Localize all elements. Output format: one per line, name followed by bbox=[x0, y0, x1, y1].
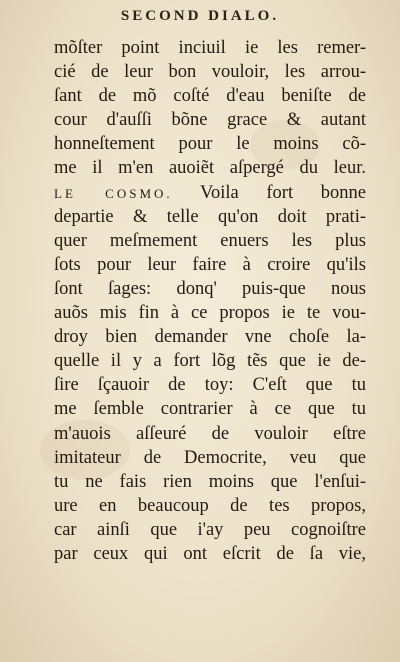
text-line: me ſemble contrarier à ce que tu bbox=[54, 399, 366, 420]
text-line: departie & telle qu'on doit prati- bbox=[54, 206, 366, 227]
text-line: honneſtement pour le moins cõ- bbox=[54, 134, 366, 155]
text-block bbox=[54, 36, 366, 566]
speaker-name: LE COSMO. bbox=[54, 185, 173, 201]
text-line: car ainſi que i'ay peu cognoiſtre bbox=[54, 519, 366, 540]
running-head: SECOND DIALO. bbox=[120, 8, 280, 24]
text-line: LE COSMO. Voila fort bonne bbox=[54, 182, 366, 203]
text-line: quelle il y a fort lõg tẽs que ie de- bbox=[54, 351, 366, 372]
text-line: ure en beaucoup de tes propos, bbox=[54, 495, 366, 516]
text-line: cour d'auſſi bõne grace & autant bbox=[54, 110, 366, 131]
text-line: par ceux qui ont eſcrit de ſa vie, bbox=[54, 543, 366, 564]
text-line: quer meſmement enuers les plus bbox=[54, 230, 366, 251]
text-line: ſots pour leur faire à croire qu'ils bbox=[54, 254, 366, 275]
text-line: me il m'en auoiẽt aſpergé du leur. bbox=[54, 158, 366, 179]
text-line: droy bien demander vne choſe la- bbox=[54, 327, 366, 348]
text-line: mõſter point inciuil ie les remer- bbox=[54, 38, 366, 58]
text-line: m'auois aſſeuré de vouloir eſtre bbox=[54, 423, 366, 444]
text-line: imitateur de Democrite, veu que bbox=[54, 447, 366, 468]
text-line: auõs mis fin à ce propos ie te vou- bbox=[54, 303, 366, 324]
text-line: tu ne fais rien moins que l'enſui- bbox=[54, 471, 366, 492]
text-line: ſire ſçauoir de toy: C'eſt que tu bbox=[54, 375, 366, 396]
text-line: ſont ſages: donq' puis-que nous bbox=[54, 278, 366, 299]
text-line: cié de leur bon vouloir, les arrou- bbox=[54, 62, 366, 83]
text-line: ſant de mõ coſté d'eau beniſte de bbox=[54, 86, 366, 107]
